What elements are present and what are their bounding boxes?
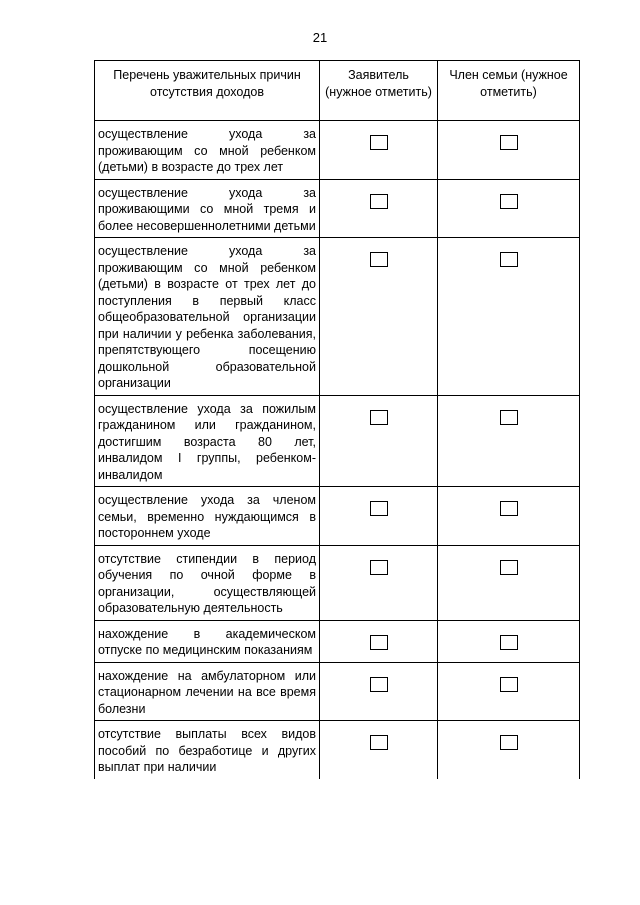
reason-cell: отсутствие выплаты всех видов пособий по безработице и других выплат при наличии <box>95 721 320 779</box>
table-header-row <box>95 61 580 121</box>
family-member-checkbox[interactable] <box>500 252 518 267</box>
header-applicant: Заявитель (нужное отметить) <box>320 61 438 121</box>
applicant-cell <box>320 620 438 662</box>
family-member-cell <box>438 179 580 238</box>
family-member-checkbox[interactable] <box>500 410 518 425</box>
applicant-cell <box>320 545 438 620</box>
reasons-table <box>94 60 580 779</box>
reason-cell: нахождение в академическом отпуске по медицинским показаниям <box>95 620 320 662</box>
reason-cell: нахождение на амбулаторном или стационарном лечении на все время болезни <box>95 662 320 721</box>
reason-cell: осуществление ухода за проживающим со мной ребенком (детьми) в возрасте от трех лет до поступления в первый класс общеобразовательной организации при наличии у ребенка заболевания, препятствующего посещению дошкольной образовательной организации <box>95 238 320 396</box>
page-number: 21 <box>312 30 328 45</box>
header-reasons: Перечень уважительных причин отсутствия доходов <box>95 61 320 121</box>
family-member-cell <box>438 238 580 396</box>
applicant-checkbox[interactable] <box>370 252 388 267</box>
applicant-cell <box>320 487 438 546</box>
family-member-checkbox[interactable] <box>500 735 518 750</box>
family-member-checkbox[interactable] <box>500 194 518 209</box>
reason-cell: осуществление ухода за проживающим со мной ребенком (детьми) в возрасте до трех лет <box>95 121 320 180</box>
table-row <box>95 179 580 238</box>
reason-cell: осуществление ухода за проживающими со мной тремя и более несовершеннолетними детьми <box>95 179 320 238</box>
family-member-cell <box>438 395 580 487</box>
family-member-checkbox[interactable] <box>500 560 518 575</box>
reason-cell: осуществление ухода за членом семьи, временно нуждающимся в постороннем уходе <box>95 487 320 546</box>
family-member-cell <box>438 662 580 721</box>
family-member-checkbox[interactable] <box>500 135 518 150</box>
applicant-checkbox[interactable] <box>370 635 388 650</box>
applicant-checkbox[interactable] <box>370 194 388 209</box>
header-family-member: Член семьи (нужное отметить) <box>438 61 580 121</box>
table-row <box>95 395 580 487</box>
family-member-cell <box>438 721 580 779</box>
applicant-cell <box>320 179 438 238</box>
applicant-checkbox[interactable] <box>370 135 388 150</box>
family-member-checkbox[interactable] <box>500 635 518 650</box>
family-member-cell <box>438 121 580 180</box>
table-row <box>95 721 580 779</box>
reason-cell: отсутствие стипендии в период обучения по очной форме в организации, осуществляющей образовательную деятельность <box>95 545 320 620</box>
applicant-cell <box>320 238 438 396</box>
reason-cell: осуществление ухода за пожилым гражданином или гражданином, достигшим возраста 80 лет, инвалидом I группы, ребенком-инвалидом <box>95 395 320 487</box>
table-row <box>95 620 580 662</box>
table-row <box>95 662 580 721</box>
applicant-checkbox[interactable] <box>370 410 388 425</box>
table-row <box>95 487 580 546</box>
family-member-cell <box>438 620 580 662</box>
applicant-checkbox[interactable] <box>370 677 388 692</box>
applicant-cell <box>320 395 438 487</box>
family-member-checkbox[interactable] <box>500 677 518 692</box>
applicant-checkbox[interactable] <box>370 560 388 575</box>
table-row <box>95 121 580 180</box>
family-member-cell <box>438 545 580 620</box>
applicant-checkbox[interactable] <box>370 501 388 516</box>
applicant-checkbox[interactable] <box>370 735 388 750</box>
family-member-cell <box>438 487 580 546</box>
family-member-checkbox[interactable] <box>500 501 518 516</box>
applicant-cell <box>320 662 438 721</box>
applicant-cell <box>320 121 438 180</box>
table-row <box>95 545 580 620</box>
table-row <box>95 238 580 396</box>
applicant-cell <box>320 721 438 779</box>
